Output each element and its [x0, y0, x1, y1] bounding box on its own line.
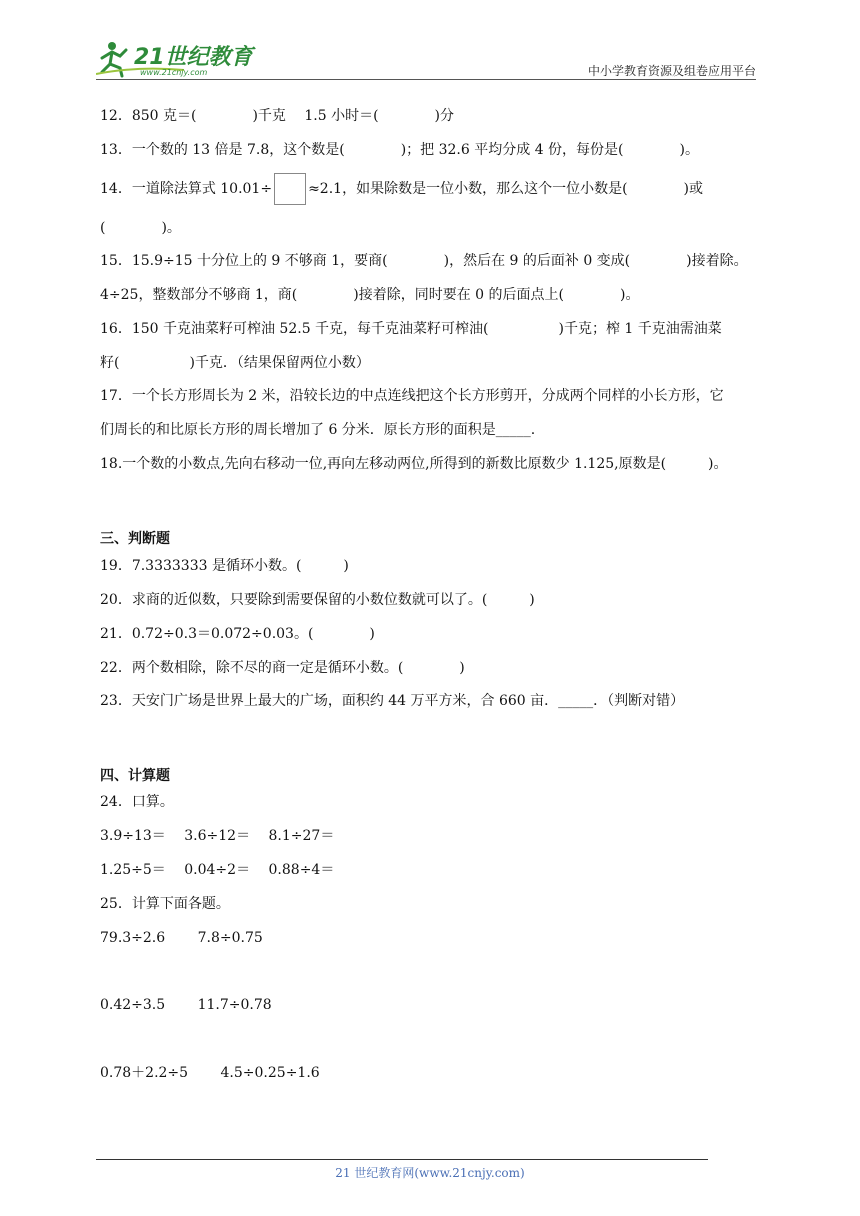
question-22: 22．两个数相除，除不尽的商一定是循环小数。( )	[100, 660, 465, 676]
question-14-continued: ( )。	[100, 220, 181, 236]
question-24-row-2: 1.25÷5＝ 0.04÷2＝ 0.88÷4＝	[100, 862, 335, 878]
question-18: 18.一个数的小数点,先向右移动一位,再向左移动两位,所得到的新数比原数少 1.125,原数是( )。	[100, 456, 728, 472]
footer-divider	[96, 1159, 708, 1160]
question-17-continued: 们周长的和比原长方形的周长增加了 6 分米．原长方形的面积是_____.	[100, 422, 536, 438]
question-25-row-3: 0.78＋2.2÷5 4.5÷0.25÷1.6	[100, 1065, 320, 1081]
question-24: 24．口算。	[100, 794, 174, 810]
question-15-continued: 4÷25，整数部分不够商 1，商( )接着除，同时要在 0 的后面点上( )。	[100, 287, 640, 303]
question-25-row-2: 0.42÷3.5 11.7÷0.78	[100, 997, 272, 1013]
runner-logo-icon	[96, 38, 266, 78]
question-24-row-1: 3.9÷13＝ 3.6÷12＝ 8.1÷27＝	[100, 828, 335, 844]
question-14	[100, 173, 703, 205]
question-12: 12．850 克＝( )千克 1.5 小时＝( )分	[100, 108, 454, 124]
section-3-title: 三、判断题	[100, 531, 170, 547]
header-divider	[96, 79, 756, 80]
section-4-title: 四、计算题	[100, 768, 170, 784]
svg-text:www.21cnjy.com: www.21cnjy.com	[140, 68, 208, 77]
divisor-answer-box[interactable]	[274, 173, 306, 205]
question-14-part-a: 14．一道除法算式 10.01÷	[100, 181, 273, 197]
svg-text:21世纪教育: 21世纪教育	[134, 45, 253, 70]
site-logo	[96, 38, 266, 78]
question-17: 17．一个长方形周长为 2 米，沿较长边的中点连线把这个长方形剪开，分成两个同样的小长方形，它	[100, 388, 724, 404]
question-14-part-b: ≈2.1，如果除数是一位小数，那么这个一位小数是( )或	[308, 181, 703, 197]
question-25: 25．计算下面各题。	[100, 896, 230, 912]
footer-text: 21 世纪教育网(www.21cnjy.com)	[335, 1166, 525, 1180]
question-16: 16．150 千克油菜籽可榨油 52.5 千克，每千克油菜籽可榨油( )千克；榨 1 千克油需油菜	[100, 321, 722, 337]
question-21: 21．0.72÷0.3＝0.072÷0.03。( )	[100, 626, 375, 642]
header-platform-text: 中小学教育资源及组卷应用平台	[587, 64, 756, 78]
question-25-row-1: 79.3÷2.6 7.8÷0.75	[100, 930, 263, 946]
question-16-continued: 籽( )千克．（结果保留两位小数）	[100, 355, 370, 371]
question-15: 15．15.9÷15 十分位上的 9 不够商 1，要商( )，然后在 9 的后面补 0 变成( )接着除。	[100, 253, 748, 269]
question-20: 20．求商的近似数，只要除到需要保留的小数位数就可以了。( )	[100, 592, 535, 608]
question-23: 23．天安门广场是世界上最大的广场，面积约 44 万平方米，合 660 亩．_____．（判断对错）	[100, 693, 685, 709]
question-19: 19．7.3333333 是循环小数。( )	[100, 558, 349, 574]
question-13: 13．一个数的 13 倍是 7.8，这个数是( )；把 32.6 平均分成 4 份，每份是( )。	[100, 142, 699, 158]
